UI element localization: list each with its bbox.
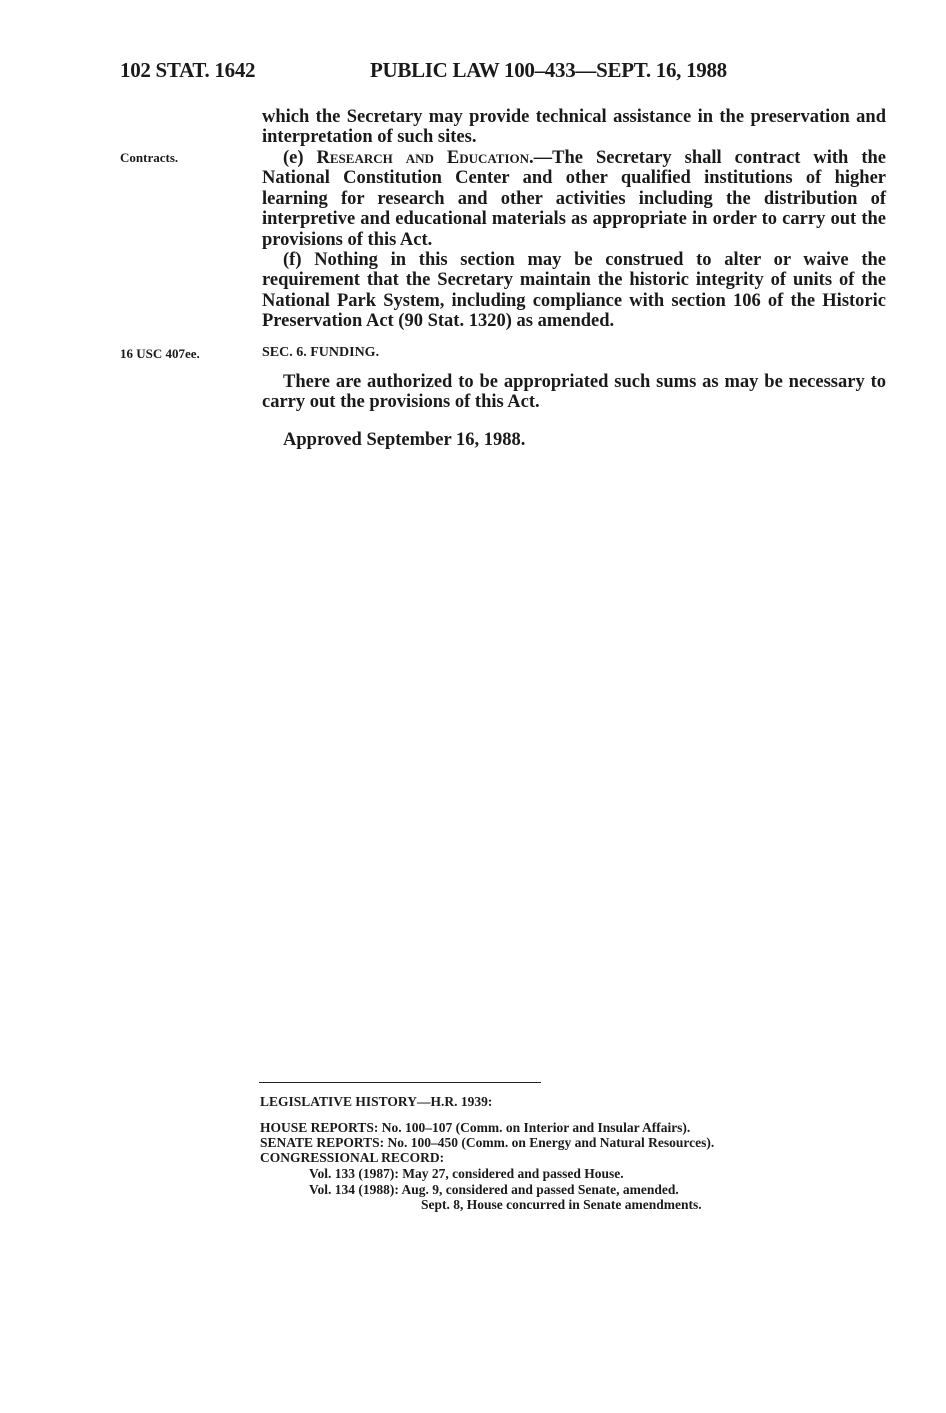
page-header bbox=[120, 58, 890, 88]
record-vol-134: Vol. 134 (1988): Aug. 9, considered and passed Senate, amended. bbox=[309, 1182, 679, 1197]
legislative-history-title: LEGISLATIVE HISTORY—H.R. 1939: bbox=[260, 1094, 493, 1109]
continuation-paragraph: which the Secretary may provide technical assistance in the preservation and interpretation of such sites. bbox=[262, 107, 886, 148]
congressional-record: CONGRESSIONAL RECORD: bbox=[260, 1150, 445, 1165]
paragraph-e-label: (e) bbox=[283, 148, 317, 168]
house-reports: HOUSE REPORTS: No. 100–107 (Comm. on Interior and Insular Affairs). bbox=[260, 1120, 691, 1135]
section-6-heading: SEC. 6. FUNDING. bbox=[262, 345, 380, 360]
stat-page-number: 102 STAT. 1642 bbox=[120, 58, 256, 82]
paragraph-e bbox=[262, 148, 886, 250]
footer-divider bbox=[259, 1082, 541, 1083]
section-6-text: There are authorized to be appropriated such sums as may be necessary to carry out the provisions of this Act. bbox=[262, 372, 886, 413]
senate-reports: SENATE REPORTS: No. 100–450 (Comm. on Energy and Natural Resources). bbox=[260, 1135, 715, 1150]
margin-note-usc: 16 USC 407ee. bbox=[120, 346, 200, 361]
record-vol-134-cont: Sept. 8, House concurred in Senate amendments. bbox=[421, 1197, 702, 1212]
margin-note-contracts: Contracts. bbox=[120, 150, 179, 165]
paragraph-f: (f) Nothing in this section may be construed to alter or waive the requirement that the Secretary maintain the historic integrity of units of the National Park System, including compliance with section 106 of the Historic Preservation Act (90 Stat. 1320) as amended. bbox=[262, 250, 886, 332]
paragraph-e-text: .—The Secretary shall contract with the National Constitution Center and other qualified institutions of higher learning for research and other activities including the distribution of interpretive and educational materials as appropriate in order to carry out the provisions of this Act. bbox=[262, 148, 886, 250]
approval-date: Approved September 16, 1988. bbox=[283, 430, 526, 450]
record-vol-133: Vol. 133 (1987): May 27, considered and passed House. bbox=[309, 1166, 624, 1181]
paragraph-e-heading: Research and Education bbox=[316, 148, 530, 168]
public-law-title: PUBLIC LAW 100–433—SEPT. 16, 1988 bbox=[370, 58, 727, 82]
